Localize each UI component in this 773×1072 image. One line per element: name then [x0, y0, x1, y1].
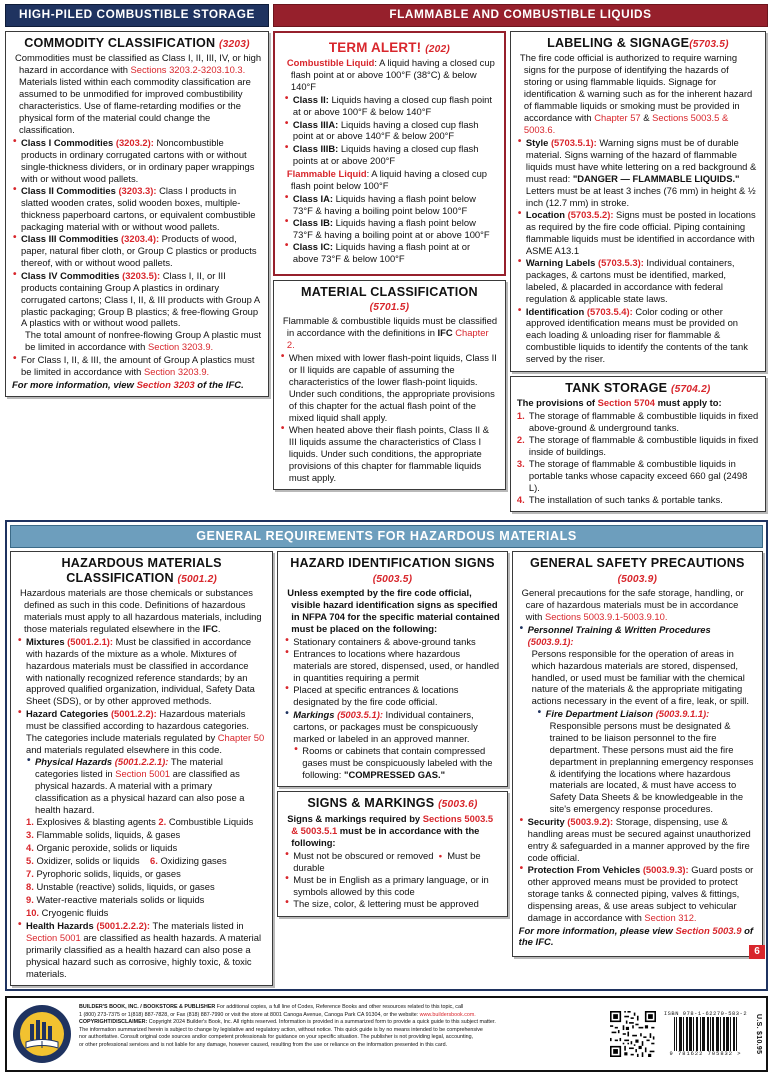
footer-copyright-label: COPYRIGHT/DISCLAIMER:: [79, 1019, 148, 1026]
list-item: [17, 708, 266, 756]
term-alert-title: [284, 40, 495, 55]
list-number: 9.: [26, 893, 34, 905]
personnel-label: Personnel Training & Written Procedures: [527, 623, 711, 635]
list-item: [517, 434, 759, 458]
panel-hazmat-classification: [10, 551, 273, 986]
commodity-more-info: [12, 380, 262, 391]
hazmat-intro-bold: IFC: [202, 622, 218, 634]
vehicles-ref2: Section 312.: [644, 911, 697, 923]
health-hazards-label: Health Hazards: [26, 919, 94, 931]
tank-item-text: The storage of flammable & combustible liquids in fixed above-ground & underground tanks.: [528, 410, 759, 433]
flammable-liquid-definition: [284, 168, 495, 192]
class-label: Class IB:: [292, 217, 334, 229]
builders-book-logo: [11, 1002, 73, 1066]
panel-general-safety-precautions: [512, 551, 763, 956]
hazmat-title-line2: [17, 571, 266, 585]
list-item: • Entrances to locations where hazardous materials are stored, dispensed, used, or handled in quantities requiring a permit: [284, 648, 500, 684]
material-bullet-list: [280, 352, 499, 484]
list-item: [12, 185, 262, 233]
isbn-barcode-block: [659, 1011, 752, 1057]
safety-list: [519, 624, 756, 924]
column-flammable-liquids-group: [273, 4, 768, 516]
column-term-alert: [273, 31, 506, 516]
labeling-intro-ref1: Chapter 57: [594, 112, 641, 124]
security-text: Storage, dispensing, use & handling areas must be secured against unauthorized entry & safeguarded in a manner approved by the fire code official.: [527, 815, 751, 863]
column-high-piled-storage: [5, 4, 269, 401]
hazard-list-row: [26, 868, 266, 880]
list-number: 4.: [26, 842, 34, 854]
tank-item-text: The storage of flammable & combustible liquids in fixed inside of buildings.: [528, 433, 759, 457]
list-item: [517, 209, 759, 257]
list-number: 2.: [516, 433, 525, 445]
signs-markings-title-text: SIGNS & MARKINGS: [307, 796, 435, 811]
panel-signs-markings: [277, 791, 507, 916]
list-item: [517, 306, 759, 366]
rooms-text: Rooms or cabinets that contain compressed gases must be conspicuously labeled with the following:: [302, 745, 493, 780]
combustible-liquid-label: Combustible Liquid: [286, 57, 375, 69]
commodity-item-label: Class II Commodities: [21, 185, 116, 197]
labeling-intro: [517, 52, 759, 136]
hazmat-title-line2-text: CLASSIFICATION: [66, 570, 174, 585]
commodity-intro-ref: Sections 3203.2-3203.10.3.: [130, 64, 246, 76]
term-alert-section-ref: (202): [425, 43, 450, 55]
commodity-class-list: [12, 137, 262, 378]
physical-hazards-label: Physical Hazards: [35, 756, 113, 768]
list-item: [517, 137, 759, 209]
labeling-item-ref: (5703.5.4):: [586, 305, 633, 317]
class-label: Class IC:: [292, 241, 334, 253]
commodity-intro: [12, 52, 262, 136]
signs-lead-ref: Sections 5003.5 & 5003.5.1: [291, 812, 494, 836]
commodity-last-text: For Class I, II, & III, the amount of Group A plastics must be limited in accordance with: [21, 353, 255, 377]
class-text: Liquids having a closed cup flash points at or above 200°F: [292, 142, 479, 166]
hazard-list-row: [26, 855, 266, 867]
hazard-signs-title: HAZARD IDENTIFICATION SIGNS: [290, 556, 495, 571]
list-item: [284, 94, 495, 118]
signs-markings-section-ref: (5003.6): [438, 799, 478, 811]
list-number: 3.: [26, 829, 34, 841]
health-text-a: The materials listed in: [150, 919, 244, 931]
commodity-item-label: Class IV Commodities: [21, 269, 120, 281]
personnel-ref: (5003.9.1):: [527, 635, 574, 647]
markings-ref: (5003.5.1):: [337, 708, 383, 720]
labeling-intro-a: The fire code official is authorized to require warning signs for the purpose of identifying the hazards of storing or using flammable liquids. Signage for identification & warning such as for the inherent hazard of flammable liquids or smoking must be provided in accordance with: [519, 52, 753, 124]
categories-ref2: Chapter 50: [217, 731, 265, 743]
signs-markings-bullets: [284, 850, 500, 911]
material-intro-bold: IFC: [437, 327, 453, 339]
list-item: [284, 217, 495, 241]
commodity-intro-b: Materials listed within each commodity classification are assumed to be unmodified for improved combustibility characteristics. Use of flame-retarding modifies or the physical form of the material could change the classification.: [19, 76, 251, 135]
tank-storage-title-text: TANK STORAGE: [565, 380, 668, 395]
term-alert-title-text: TERM ALERT!: [328, 39, 422, 55]
logo-icon: [12, 1004, 72, 1064]
hazard-item-text: Oxidizing gases: [160, 855, 227, 867]
panel-commodity-classification: [5, 31, 269, 397]
commodity-last-ref: Section 3203.9.: [143, 365, 210, 377]
class-text: Liquids having a flash point at or above 73°F & below 100°F: [292, 241, 471, 265]
hazard-list-row: [26, 816, 266, 828]
footer-website-link[interactable]: www.buildersbook.com.: [419, 1011, 476, 1018]
hazmat-title-line1: HAZARDOUS MATERIALS: [61, 556, 222, 571]
more-info-pre: For more information, please view: [518, 925, 676, 937]
footer-copyright-text: Copyright 2024 Builder's Book, Inc. All rights reserved. Information is provided in a summarized form to provide a quick guide to this subject matter.: [147, 1019, 496, 1026]
column-hazard-identification: [277, 551, 507, 920]
mixtures-text: Must be classified in accordance with hazards of the mixture as a whole. Mixtures of hazardous materials must be classified in accordance with nationally recognized reference standards; by an approved qualified organization, individual, Safety Data Sheet (SDS), or by other approved methods.: [26, 635, 255, 707]
tank-lead-ref: Section 5704: [597, 397, 655, 409]
list-item: [284, 143, 495, 167]
labeling-item-label: Style: [525, 136, 549, 148]
qr-code-icon: [610, 1011, 656, 1057]
hazard-item-text: Flammable solids, liquids, & gases: [36, 829, 181, 841]
list-item: [284, 241, 495, 265]
labeling-item-ref: (5703.5.1):: [550, 136, 597, 148]
list-item: [519, 708, 756, 815]
commodity-item-label: Class I Commodities: [21, 136, 114, 148]
footer-line1-rest: For additional copies, a full line of Codes, Reference Books and other resources related to this topic, call: [215, 1003, 464, 1010]
commodity-total-amount: [21, 329, 262, 353]
class-label: Class II:: [292, 94, 329, 106]
material-section-ref: (5701.5): [369, 301, 410, 313]
labeling-section-ref: (5703.5): [689, 38, 729, 50]
vehicles-text-a: Guard posts or other approved means must be provided to protect storage tanks & connected piping, valves & fittings, dispensing areas, & use areas subject to vehicular damage in accordance with: [527, 864, 754, 923]
safety-intro-ref: Sections 5003.9.1-5003.9.10.: [544, 610, 668, 622]
flammable-class-list: [284, 193, 495, 266]
footer-line-2: [79, 1012, 604, 1020]
list-item: [17, 756, 266, 816]
general-requirements-columns: [10, 551, 763, 986]
tank-storage-title: [517, 381, 759, 395]
list-item: [517, 458, 759, 494]
column-hazmat-classification: [10, 551, 273, 986]
safety-section-ref: (5003.9): [617, 573, 658, 585]
labeling-item-text: Color coding or other approved identification means must be provided on each loading & unloading riser for flammable & combustible liquids to identify the contents of the tank served by the riser.: [525, 305, 748, 365]
footer-line-1: [79, 1004, 604, 1012]
panel-material-classification: [273, 280, 506, 491]
categories-label: Hazard Categories: [26, 707, 109, 719]
hazard-item-text: Combustible Liquids: [168, 816, 254, 828]
commodity-item-text: Class I, II, or III products containing Group A plastics in ordinary corrugated cartons; Class I, II, & III products with Group A plastic packaging; Group B plastics; & free-flowing Group A plastics with or without wood pallets.: [21, 269, 260, 329]
hazmat-intro-b: .: [217, 622, 221, 634]
list-item: [17, 636, 266, 708]
more-info-ref: Section 3203: [136, 379, 195, 391]
list-number: 10.: [26, 906, 40, 918]
hazard-item-text: Explosives & blasting agents: [36, 816, 156, 828]
hazard-item-text: Organic peroxide, solids or liquids: [36, 842, 178, 854]
list-number: 3.: [516, 457, 525, 469]
labeling-intro-mid: &: [640, 112, 653, 124]
categories-text-a: Hazardous materials must be classified according to hazardous categories. The categories include materials regulated by: [26, 707, 250, 743]
hazmat-intro: [17, 587, 266, 635]
panel-tank-storage: [510, 376, 766, 512]
commodity-item-ref: (3203.3):: [118, 185, 157, 197]
mixtures-label: Mixtures: [26, 635, 65, 647]
tank-item-text: The storage of flammable & combustible liquids in portable tanks whose capacity exceed 660 gal (2498 L).: [528, 457, 748, 493]
class-label: Class IIIA:: [292, 118, 339, 130]
list-item: • When mixed with lower flash-point liquids, Class II or II liquids are capable of assuming the characteristics of the lower flash-point liquids. Under such conditions, the appropriate provisions of this chapter for the actual flash point of the mixed liquid shall apply.: [280, 352, 499, 424]
class-text: Liquids having a closed cup flash point at or above 100°F & below 140°F: [292, 94, 492, 118]
tank-lead-b: must apply to:: [654, 397, 722, 409]
tank-storage-lead: [517, 397, 759, 409]
labeling-item-ref: (5703.5.2):: [567, 209, 614, 221]
labeling-item-ref: (5703.5.3):: [597, 257, 644, 269]
personnel-text: Persons responsible for the operation of areas in which hazardous materials are stored, dispensed, handled, or used must be familiar with the chemical nature of the materials & the appropriate mitigating actions necessary in the event of a fire, leak, or spill.: [531, 647, 749, 707]
commodity-item-ref: (3203.2):: [115, 136, 154, 148]
health-text-b: are classified as health hazards. A material primarily classified as a health hazard can also pose a physical hazard such as corrosive, highly toxic, & toxic materials.: [26, 931, 262, 979]
hazmat-list: [17, 636, 266, 816]
commodity-total-amount-ref: Section 3203.9.: [147, 341, 214, 353]
commodity-item-text: Class I products in slatted wooden crates, solid wooden boxes, multiple-thickness paperboard cartons, or equivalent combustible packaging material with or without wood pallets.: [21, 185, 256, 232]
list-number: 7.: [26, 868, 34, 879]
signs-lead-a: Signs & markings required by: [287, 812, 423, 824]
labeling-item-text: Signs must be posted in locations as required by the fire code official. Piping containing flammable liquids must be identified in accordance with ASME A13.1: [525, 209, 756, 256]
hazard-list-row: [26, 829, 266, 841]
physical-text-b: are classified as physical hazards. A material with a primary classification as a physical hazard can also pose a health hazard.: [35, 768, 245, 815]
tank-storage-numbered-list: [517, 410, 759, 506]
hazard-signs-section-ref: (5003.5): [372, 573, 413, 585]
health-hazards-ref: (5001.2.2.2):: [96, 919, 151, 931]
column-labeling-tank: [510, 31, 766, 516]
safety-section-wrap: [519, 571, 756, 585]
combustible-liquid-definition: [284, 57, 495, 93]
signs-bullet-text: Must be durable: [293, 849, 481, 873]
list-item: • Stationary containers & above-ground tanks: [284, 636, 500, 648]
physical-hazard-categories-list: [17, 816, 266, 919]
list-number: 2.: [158, 816, 167, 828]
footer-text: [79, 1002, 604, 1066]
material-classification-title: [280, 285, 499, 314]
physical-text-a: The material categories listed in: [35, 756, 223, 779]
more-info-ref: Section 5003.9: [675, 925, 742, 937]
footer-line-5: nor authoritative. Consult original code sources and/or competent professionals for guidance on your specific situation. The publisher is not providing legal, accounting,: [79, 1034, 474, 1041]
tank-lead-a: The provisions of: [516, 397, 598, 409]
tank-item-text: The installation of such tanks & portable tanks.: [528, 493, 723, 505]
commodity-item-text: Noncombustible products in ordinary corrugated cartons with or without single-thickness dividers, or in ordinary paper wrappings with or without wood pallets.: [21, 136, 255, 184]
hazard-signs-lead: Unless exempted by the fire code official, visible hazard identification signs as specified in NFPA 704 for the specific material contained must be placed on the following:: [287, 586, 500, 634]
labeling-item-quote: "DANGER — FLAMMABLE LIQUIDS.": [572, 172, 740, 184]
list-item: • When heated above their flash points, Class II & III liquids assume the characteristics of Class I liquids. Under such conditions, the appropriate provisions of this chapter for flammable liquids must apply.: [280, 424, 499, 484]
more-info-post: of the IFC.: [194, 379, 244, 391]
commodity-item-ref: (3203.5):: [122, 269, 161, 281]
categories-text-b: and materials regulated elsewhere in this code.: [26, 743, 222, 755]
mixtures-ref: (5001.2.1):: [67, 635, 114, 647]
labeling-item-list: [517, 137, 759, 365]
isbn-text: ISBN 978-1-62270-583-2: [663, 1010, 748, 1017]
labeling-item-text: Individual containers, packages, & cartons must be identified, marked, labeled, & placarded in accordance with federal regulation & applicable state laws.: [525, 257, 735, 305]
list-item: [284, 745, 500, 781]
commodity-total-amount-text: The total amount of nonfree-flowing Group A plastic must be limited in accordance with: [25, 329, 262, 353]
tank-storage-section-ref: (5704.2): [670, 383, 711, 395]
vehicles-ref: (5003.9.3):: [642, 864, 689, 875]
physical-ref2: Section 5001: [115, 768, 170, 779]
liaison-label: Fire Department Liaison: [545, 707, 653, 719]
footer-contact: 1 (800) 273-7375 or 1(818) 887-7828, or Fax (818) 887-7990 or visit the store at 8001 Canoga Avenue, Canoga Park CA 91304, or the website:: [79, 1011, 420, 1018]
more-info-pre: For more information, view: [12, 379, 137, 391]
inline-bullet-dot: •: [438, 849, 442, 861]
list-item: [284, 119, 495, 143]
security-ref: (5003.9.2):: [567, 815, 614, 827]
list-item: [12, 233, 262, 269]
list-number: 6.: [150, 855, 158, 867]
list-item: • Placed at specific entrances & locations designated by the fire code official.: [284, 684, 500, 708]
list-item: • Must be in English as a primary language, or in symbols allowed by this code: [284, 874, 500, 898]
safety-intro: [519, 587, 756, 623]
list-item: [284, 850, 500, 874]
material-intro: [280, 315, 499, 351]
class-text: Liquids having a flash point below 73°F & having a boiling point at or above 100°F: [292, 217, 490, 240]
list-item: [517, 257, 759, 305]
hazard-list-row: [26, 907, 266, 919]
physical-hazards-ref: (5001.2.2.1):: [114, 756, 169, 768]
material-intro-a: Flammable & combustible liquids must be classified in accordance with the definitions in: [282, 315, 498, 339]
list-item: [17, 920, 266, 980]
safety-intro-a: General precautions for the safe storage, handling, or care of hazardous materials must be in accordance with: [521, 586, 744, 622]
labeling-item-text: Warning signs must be of durable material. Signs warning of the hazard of flammable liquids must have white lettering on a red background & must read:: [525, 136, 757, 184]
list-item: [12, 270, 262, 354]
hazard-item-text: Oxidizer, solids or liquids: [36, 855, 140, 867]
labeling-title-text: LABELING & SIGNAGE: [547, 35, 690, 50]
material-title-text: MATERIAL CLASSIFICATION: [301, 284, 478, 299]
list-item: [517, 494, 759, 506]
signs-bullet-text: Must not be obscured or removed: [293, 849, 434, 861]
footer-codes: [610, 1002, 762, 1066]
signs-lead-b: must be in accordance with the following:: [291, 824, 480, 848]
banner-flammable-combustible-liquids: FLAMMABLE AND COMBUSTIBLE LIQUIDS: [273, 4, 768, 27]
banner-high-piled-combustible-storage: HIGH-PILED COMBUSTIBLE STORAGE: [5, 4, 269, 27]
commodity-item-text: Products of wood, paper, natural fiber cloth, or Group C plastics or products thereof, with or without wood pallets.: [21, 233, 257, 269]
hazard-list-row: [26, 894, 266, 906]
hazard-item-text: Pyrophoric solids, liquids, or gases: [36, 868, 181, 879]
list-item: • The size, color, & lettering must be approved: [284, 898, 500, 910]
list-item: [284, 709, 500, 745]
price-label: U.S. $10.95: [755, 1013, 762, 1055]
list-number: 1.: [516, 410, 525, 422]
material-intro-ref: Chapter 2.: [286, 327, 489, 351]
top-section: [5, 4, 768, 516]
labeling-item-label: Warning Labels: [525, 257, 596, 269]
labeling-intro-ref2: Sections 5003.5 & 5003.6.: [523, 112, 729, 135]
health-hazards-list: [17, 920, 266, 980]
list-number: 8.: [26, 880, 34, 892]
liaison-ref: (5003.9.1.1):: [655, 707, 710, 719]
page-number-badge: 6: [749, 945, 765, 959]
commodity-item-ref: (3203.4):: [121, 233, 160, 245]
class-text: Liquids having a flash point below 73°F & having a boiling point below 100°F: [292, 192, 476, 216]
list-item: [519, 624, 756, 708]
hazard-item-text: Unstable (reactive) solids, liquids, or gases: [36, 880, 215, 892]
list-item: [519, 816, 756, 864]
flammable-liquid-text: : A liquid having a closed cup flash point below 100°F: [290, 167, 488, 191]
safety-more-info: [519, 926, 756, 948]
footer-line-6: or other professional services and is not liable for any damage, however caused, resulting from the use or reliance on the information presented in this card.: [79, 1041, 448, 1048]
hazard-signs-section-wrap: [284, 571, 500, 585]
flammable-two-column: [273, 31, 768, 516]
health-ref2: Section 5001: [26, 931, 81, 943]
list-item: [284, 193, 495, 217]
column-safety-precautions: [512, 551, 763, 956]
list-item: [519, 864, 756, 924]
list-number: 4.: [516, 493, 525, 505]
class-label: Class IIIB:: [292, 142, 339, 154]
list-number: 5.: [26, 855, 34, 867]
hazmat-intro-a: Hazardous materials are those chemicals or substances defined as such in this code. Definitions of hazardous materials must apply to all hazardous materials, including those materials regulated elsewhere in the: [20, 586, 262, 634]
flammable-liquid-label: Flammable Liquid: [286, 167, 367, 179]
list-item: [517, 410, 759, 434]
hazard-signs-bullets: [284, 636, 500, 781]
panel-hazard-identification-signs: [277, 551, 507, 787]
vehicles-label: Protection From Vehicles: [527, 864, 641, 875]
categories-ref: (5001.2.2):: [110, 707, 157, 719]
class-label: Class IA:: [292, 192, 334, 204]
hazard-item-text: Cryogenic fluids: [41, 906, 109, 918]
hazard-list-row: [26, 842, 266, 854]
barcode-image: [659, 1017, 752, 1051]
panel-term-alert: [278, 36, 501, 271]
panel-labeling-signage: [510, 31, 766, 372]
labeling-item-label: Location: [525, 209, 565, 221]
commodity-classification-title: [12, 36, 262, 50]
hazard-item-text: Water-reactive materials solids or liquids: [36, 893, 205, 905]
signs-markings-lead: [284, 813, 500, 849]
hazard-list-row: [26, 881, 266, 893]
safety-title: GENERAL SAFETY PRECAUTIONS: [530, 556, 745, 571]
labeling-item-tail: Letters must be at least 3 inches (76 mm) in height & ½ inch (12.7 mm) in stroke.: [525, 184, 756, 208]
list-number: 1.: [26, 816, 34, 828]
markings-text: Individual containers, cartons, or packages must be conspicuously marked or labeled in an approved manner.: [293, 708, 478, 744]
class-text: Liquids having a closed cup flash point at or above 140°F & below 200°F: [292, 118, 479, 142]
labeling-item-label: Identification: [525, 305, 585, 317]
labeling-title: [517, 36, 759, 50]
security-label: Security: [527, 815, 565, 827]
commodity-intro-a: Commodities must be classified as Class I, II, III, IV, or high hazard in accordance with: [15, 52, 262, 76]
barcode-number: 9 781622 705832 >: [669, 1050, 742, 1057]
list-item: [12, 354, 262, 378]
banner-general-requirements: GENERAL REQUIREMENTS FOR HAZARDOUS MATERIALS: [10, 525, 763, 549]
footer-publisher-name: BUILDER'S BOOK, INC. / BOOKSTORE & PUBLISHER: [79, 1003, 216, 1010]
general-requirements-section: [5, 520, 768, 991]
footer-line-3: [79, 1019, 604, 1027]
commodity-section-ref: (3203): [219, 38, 250, 50]
commodity-title-text: COMMODITY CLASSIFICATION: [24, 35, 216, 50]
list-item: [12, 137, 262, 185]
signs-markings-title: [284, 796, 500, 810]
more-info-post: of the IFC.: [518, 925, 754, 948]
hazmat-section-ref: (5001.2): [177, 573, 218, 585]
footer-line-4: The information summarized herein is subject to change by legislative and regulatory action, without notice. This quick guide is by no means intended to be comprehensive: [79, 1026, 483, 1033]
footer: [5, 996, 768, 1072]
liaison-text: Responsible persons must be designated & trained to be liaison personnel to the fire department. These persons must aid the fire department in preplanning emergency responses & identifying the locations where hazardous materials are located, & must have access to Safety Data Sheets & be knowledgeable in the site's emergency response procedures.: [549, 719, 754, 815]
combustible-liquid-text: : A liquid having a closed cup flash point at or above 100°F (38°C) & below 140°F: [290, 57, 495, 93]
combustible-class-list: [284, 94, 495, 167]
rooms-quote: "COMPRESSED GAS.": [344, 769, 446, 780]
term-alert-outer-frame: [273, 31, 506, 276]
commodity-item-label: Class III Commodities: [21, 233, 119, 245]
markings-label: Markings: [293, 708, 335, 720]
